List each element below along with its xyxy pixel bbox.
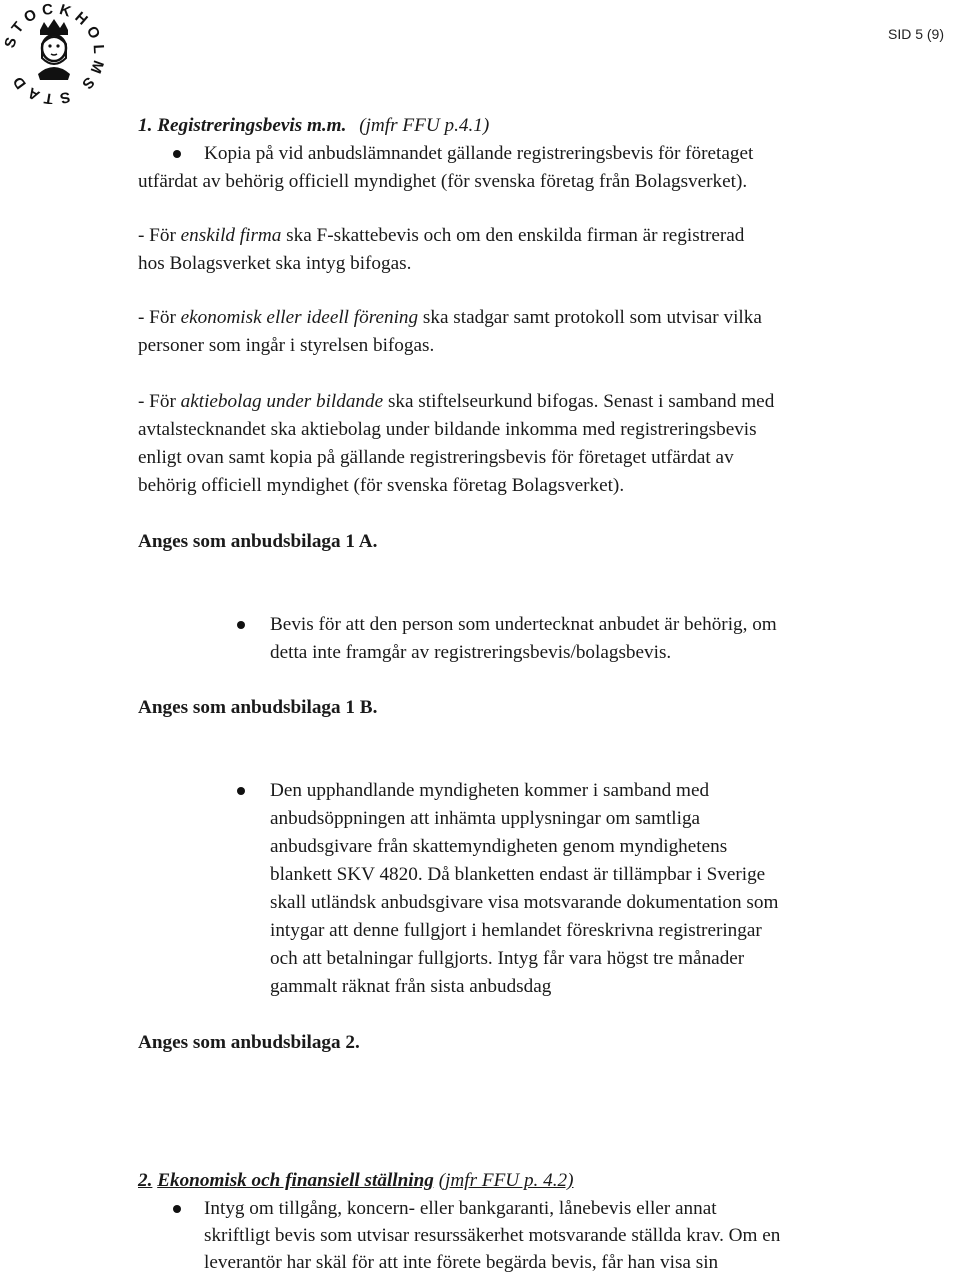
bullet-icon: [237, 787, 245, 795]
text-run: - För: [138, 225, 181, 246]
bullet-3-line: blankett SKV 4820. Då blanketten endast är tillämpbar i Sverige: [270, 864, 766, 885]
text-run: - För: [138, 307, 181, 328]
section-1-number: 1.: [138, 115, 153, 136]
paragraph-enskild-firma-line-2: hos Bolagsverket ska intyg bifogas.: [138, 253, 412, 274]
page-number: SID 5 (9): [887, 26, 944, 42]
stockholms-stad-logo: [0, 0, 108, 104]
bullet-2-line-1: Bevis för att den person som undertecknat anbudet är behörig, om: [270, 614, 777, 635]
bullet-3-line: Den upphandlande myndigheten kommer i samband med: [270, 780, 710, 801]
bullet-3-line: och att betalningar fullgjorts. Intyg får vara högst tre månader: [270, 948, 745, 969]
italic-term: enskild firma: [180, 225, 282, 246]
section-2-bullet-line: skriftligt bevis som utvisar resurssäkerhet motsvarande ställda krav. Om en: [204, 1225, 781, 1246]
stockholm-crown-seal-icon: [38, 19, 70, 80]
text-run: ska stiftelseurkund bifogas. Senast i samband med: [383, 391, 775, 412]
bullet-3-line: skall utländsk anbudsgivare visa motsvarande dokumentation som: [270, 892, 779, 913]
section-2-bullet-line: Intyg om tillgång, koncern- eller bankgaranti, lånebevis eller annat: [204, 1198, 717, 1219]
paragraph-aktiebolag: [138, 388, 774, 416]
text-run: - För: [138, 391, 181, 412]
paragraph-aktiebolag-line-3: enligt ovan samt kopia på gällande registreringsbevis för företaget utfärdat av: [138, 447, 734, 468]
section-2-title: Ekonomisk och finansiell ställning: [157, 1170, 434, 1191]
bullet-icon: [237, 621, 245, 629]
paragraph-aktiebolag-line-2: avtalstecknandet ska aktiebolag under bildande inkomma med registreringsbevis: [138, 419, 757, 440]
anges-bilaga-2: Anges som anbudsbilaga 2.: [138, 1032, 360, 1053]
paragraph-ekonomisk-forening-line-2: personer som ingår i styrelsen bifogas.: [138, 335, 435, 356]
paragraph-aktiebolag-line-4: behörig officiell myndighet (för svenska företag Bolagsverket).: [138, 475, 625, 496]
text-run: ska stadgar samt protokoll som utvisar vilka: [418, 307, 762, 328]
anges-bilaga-1b: Anges som anbudsbilaga 1 B.: [138, 697, 378, 718]
bullet-3-line: anbudsöppningen att inhämta upplysningar om samtliga: [270, 808, 701, 829]
section-1-reference: (jmfr FFU p.4.1): [359, 115, 490, 136]
bullet-3-line: anbudsgivare från skattemyndigheten genom myndighetens: [270, 836, 728, 857]
italic-term: aktiebolag under bildande: [180, 391, 384, 412]
section-1-heading: [138, 112, 489, 140]
section-2-bullet-line: leverantör har skäl för att inte förete begärda bevis, får han visa sin: [204, 1252, 719, 1273]
bullet-1-line-1: Kopia på vid anbudslämnandet gällande registreringsbevis för företaget: [204, 143, 754, 164]
bullet-icon: [173, 150, 181, 158]
bullet-icon: [173, 1205, 181, 1213]
text-run: ska F-skattebevis och om den enskilda firman är registrerad: [281, 225, 745, 246]
bullet-3-line: intygar att denne fullgjort i hemlandet föreskrivna registreringar: [270, 920, 762, 941]
bullet-1-line-2: utfärdat av behörig officiell myndighet (för svenska företag från Bolagsverket).: [138, 171, 748, 192]
section-2-reference: (jmfr FFU p. 4.2): [438, 1170, 574, 1191]
bullet-3-line: gammalt räknat från sista anbudsdag: [270, 976, 552, 997]
bullet-2-line-2: detta inte framgår av registreringsbevis/bolagsbevis.: [270, 642, 672, 663]
anges-bilaga-1a: Anges som anbudsbilaga 1 A.: [138, 531, 378, 552]
section-1-title: Registreringsbevis m.m.: [157, 115, 347, 136]
paragraph-ekonomisk-forening: [138, 304, 762, 332]
paragraph-enskild-firma: [138, 222, 744, 250]
logo-text: STOCKHOLMS STAD: [1, 0, 108, 104]
italic-term: ekonomisk eller ideell förening: [180, 307, 419, 328]
section-2-number: 2.: [138, 1170, 153, 1191]
section-2-heading: [138, 1167, 574, 1195]
